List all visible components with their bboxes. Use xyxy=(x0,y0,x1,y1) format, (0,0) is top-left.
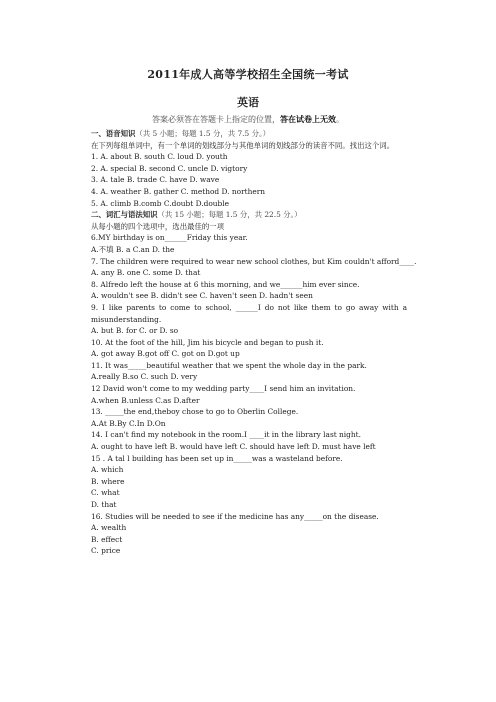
notice-end: 。 xyxy=(336,115,344,124)
question-16-option-c: C. price xyxy=(91,546,121,556)
section-1-heading xyxy=(91,128,407,140)
question-8: 8. Alfredo left the house at 6 this morning, and we______him ever since. xyxy=(91,279,360,289)
question-1: 1. A. about B. south C. loud D. youth xyxy=(91,152,228,162)
question-16-option-a: A. wealth xyxy=(91,523,127,533)
question-10-options: A. got away B.got off C. got on D.got up xyxy=(91,349,240,359)
section-2-note: （共 15 小题；每题 1.5 分，共 22.5 分。） xyxy=(157,210,302,220)
subject-heading: 英语 xyxy=(237,96,259,109)
question-12: 12 David won't come to my wedding party____I send him an invitation. xyxy=(91,384,356,394)
question-6-options: A.不填 B. a C.an D. the xyxy=(91,244,175,254)
question-16: 16. Studies will be needed to see if the medicine has any_____on the disease. xyxy=(91,511,379,521)
question-15-option-b: B. where xyxy=(91,476,125,486)
question-5: 5. A. climb B.comb C.doubt D.double xyxy=(91,198,230,208)
question-13: 13. _____the end,theboy chose to go to Oberlin College. xyxy=(91,407,299,417)
question-12-options: A.when B.unless C.as D.after xyxy=(91,395,200,405)
question-15-option-c: C. what xyxy=(91,488,120,498)
section-2-title: 二、词汇与语法知识 xyxy=(91,210,158,220)
question-14-options: A. ought to have left B. would have left C. should have left D. must have left xyxy=(91,442,376,452)
notice-text: 答案必须答在答题卡上指定的位置， xyxy=(152,115,280,124)
question-13-options: A.At B.By C.In D.On xyxy=(91,418,166,428)
question-15: 15 . A tal l building has been set up in_____was a wasteland before. xyxy=(91,453,343,463)
answer-notice xyxy=(0,114,496,125)
question-9: 9. I like parents to come to school, ______I do not like them to go away with a misunderstanding. xyxy=(91,302,407,324)
question-15-option-d: D. that xyxy=(91,500,117,509)
exam-title: 2011年成人高等学校招生全国统一考试 xyxy=(147,68,349,81)
question-15-option-a: A. which xyxy=(91,465,124,475)
section-2-instructions: 从每小题的四个选项中，选出最佳的一项 xyxy=(91,221,225,231)
question-7-options: A. any B. one C. some D. that xyxy=(91,268,201,278)
notice-emphasis: 答在试卷上无效 xyxy=(280,114,336,124)
question-11: 11. It was_____beautiful weather that we spent the whole day in the park. xyxy=(91,360,367,370)
section-1-note: （共 5 小题；每题 1.5 分，共 7.5 分。） xyxy=(135,129,271,138)
question-2: 2. A. special B. second C. uncle D. vigtory xyxy=(91,163,248,173)
question-10: 10. At the foot of the hill, Jim his bicycle and began to push it. xyxy=(91,337,324,347)
question-7: 7. The children were required to wear new school clothes, but Kim couldn't afford____. xyxy=(91,256,417,266)
section-1-instructions: 在下列每组单词中，有一个单词的划线部分与其他单词的划线部分的读音不同。找出这个词。 xyxy=(91,140,395,150)
question-6: 6.MY birthday is on______Friday this year. xyxy=(91,233,248,243)
section-2-heading xyxy=(91,209,407,221)
question-8-options: A. wouldn't see B. didn't see C. haven't seen D. hadn't seen xyxy=(91,291,313,301)
exam-body xyxy=(91,128,417,557)
question-3: 3. A. tale B. trade C. have D. wave xyxy=(91,175,220,185)
question-9-options: A. but B. for C. or D. so xyxy=(91,326,179,336)
section-1-title: 一、语音知识 xyxy=(91,129,136,138)
question-11-options: A.really B.so C. such D. very xyxy=(91,372,198,382)
question-14: 14. I can't find my notebook in the room.I ____it in the library last night. xyxy=(91,430,361,440)
question-16-option-b: B. effect xyxy=(91,534,123,544)
question-4: 4. A. weather B. gather C. method D. northern xyxy=(91,186,266,196)
